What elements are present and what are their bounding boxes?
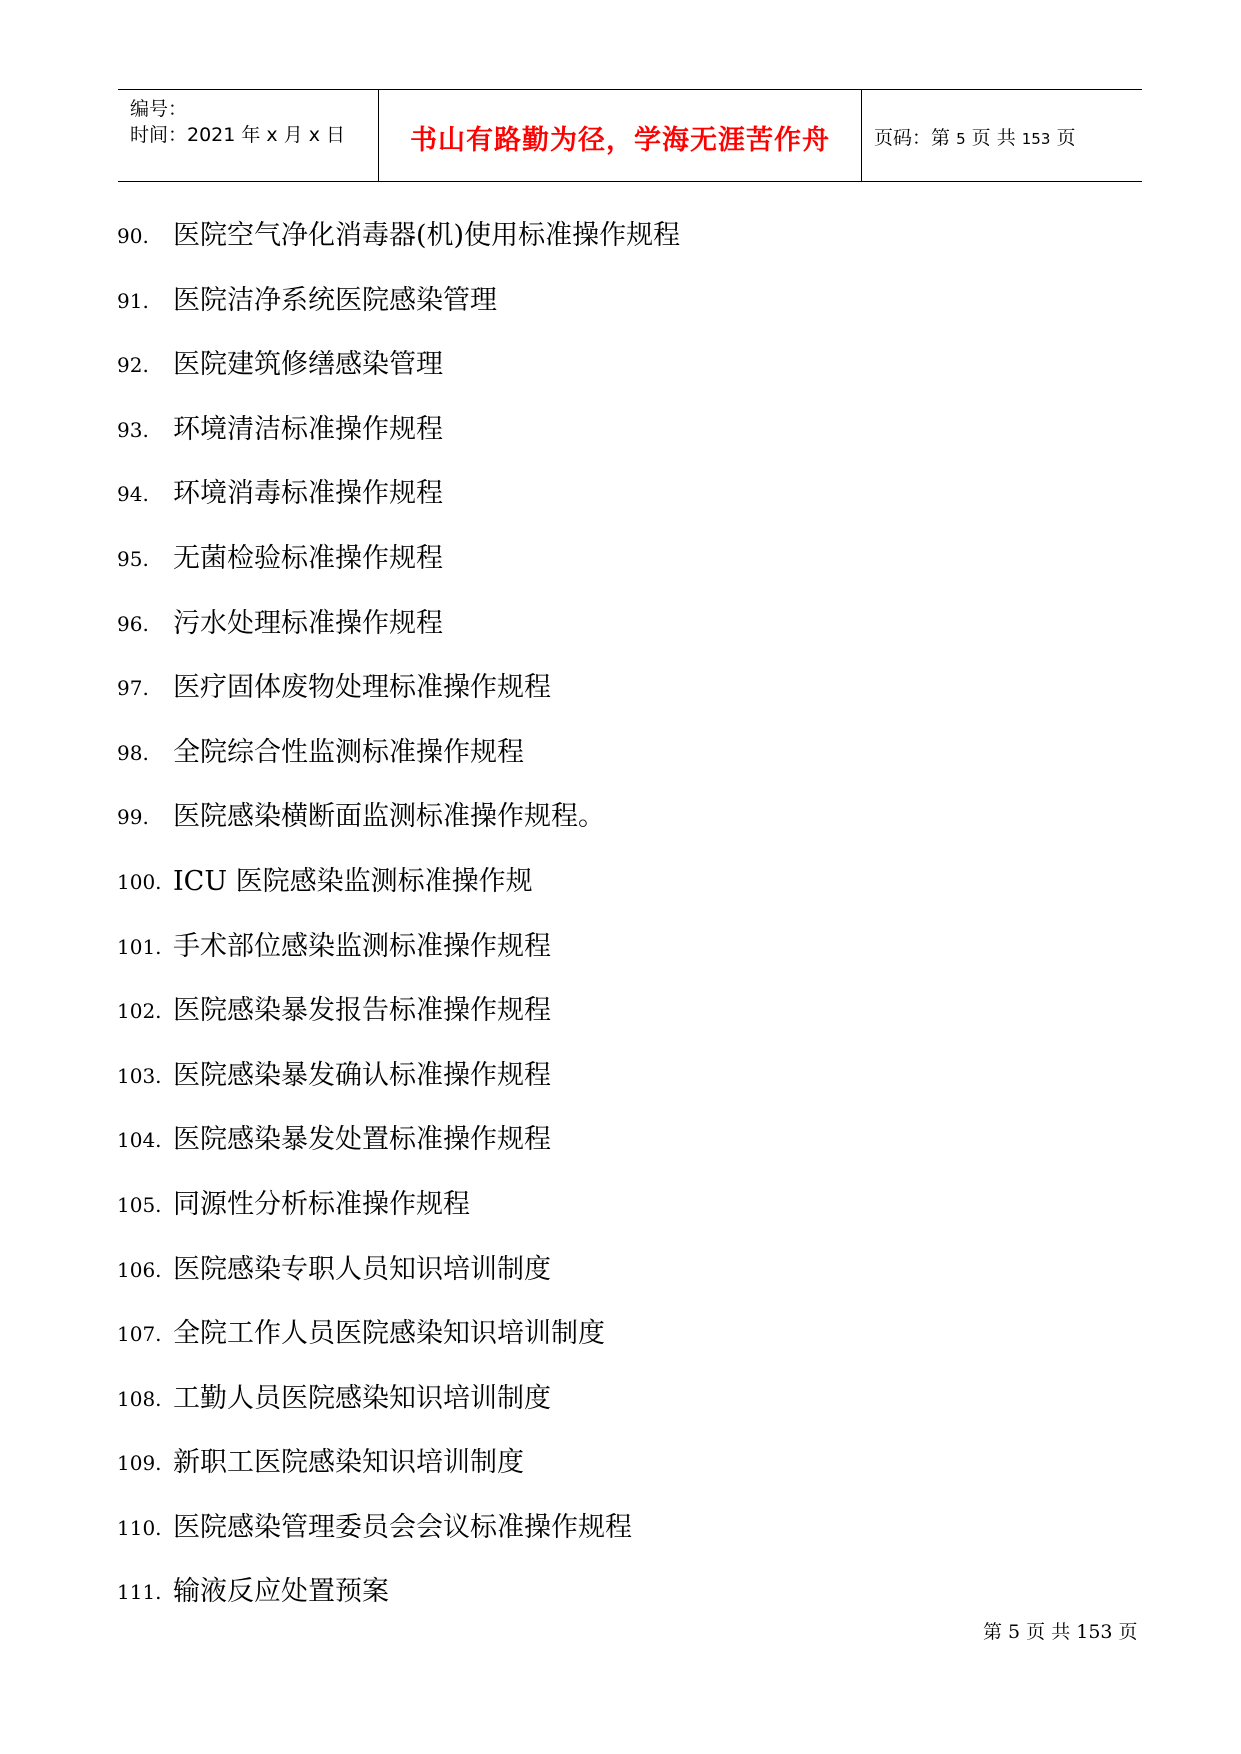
item-number: 102. xyxy=(117,999,162,1024)
list-item xyxy=(117,221,680,286)
item-title: 手术部位感染监测标准操作规程 xyxy=(173,930,551,962)
list-item xyxy=(117,286,680,351)
header-page-number xyxy=(874,123,1075,150)
item-number: 100. xyxy=(117,869,162,894)
item-title: 医院空气净化消毒器(机)使用标准操作规程 xyxy=(173,220,681,251)
list-item xyxy=(117,1190,680,1255)
item-title: 医院感染横断面监测标准操作规程。 xyxy=(173,801,605,833)
header-meta-cell xyxy=(118,90,379,181)
list-item xyxy=(117,738,680,803)
list-item xyxy=(117,932,680,997)
item-number: 97. xyxy=(117,676,149,701)
item-number: 98. xyxy=(117,740,149,765)
list-item xyxy=(117,1319,680,1384)
serial-label: 编号： xyxy=(130,98,188,120)
list-item xyxy=(117,802,680,867)
list-item xyxy=(117,673,680,738)
item-title: 医院感染暴发处置标准操作规程 xyxy=(173,1124,551,1156)
page-prefix: 页码：第 xyxy=(874,127,951,149)
list-item xyxy=(117,350,680,415)
item-number: 104. xyxy=(117,1128,162,1153)
page-suffix: 页 xyxy=(1056,127,1076,149)
list-item xyxy=(117,609,680,674)
page-header xyxy=(118,89,1142,182)
item-title: 医院感染专职人员知识培训制度 xyxy=(173,1253,551,1285)
item-number: 106. xyxy=(117,1257,162,1282)
item-number: 101. xyxy=(117,934,162,959)
item-number: 103. xyxy=(117,1063,162,1088)
time-label: 时间：2021 年 x 月 x 日 xyxy=(130,124,346,146)
item-title: 工勤人员医院感染知识培训制度 xyxy=(173,1382,551,1414)
item-number: 91. xyxy=(117,288,149,313)
item-number: 108. xyxy=(117,1386,162,1411)
item-number: 95. xyxy=(117,546,149,571)
item-title: 新职工医院感染知识培训制度 xyxy=(173,1447,524,1479)
item-title: 环境清洁标准操作规程 xyxy=(173,413,443,445)
list-item xyxy=(117,867,680,932)
item-number: 110. xyxy=(117,1515,162,1540)
list-item xyxy=(117,1125,680,1190)
item-number: 109. xyxy=(117,1451,162,1476)
item-number: 90. xyxy=(117,224,149,248)
page-current: 5 xyxy=(956,130,966,148)
item-number: 111. xyxy=(117,1580,162,1605)
item-title: 全院综合性监测标准操作规程 xyxy=(173,736,524,768)
list-item xyxy=(117,1448,680,1513)
item-title: 无菌检验标准操作规程 xyxy=(173,542,443,574)
item-title: 医院感染暴发报告标准操作规程 xyxy=(173,995,551,1027)
item-title: 医院感染管理委员会会议标准操作规程 xyxy=(173,1511,632,1543)
item-number: 94. xyxy=(117,482,149,507)
list-item xyxy=(117,415,680,480)
item-title: ICU 医院感染监测标准操作规 xyxy=(173,865,533,897)
list-item xyxy=(117,1577,680,1642)
list-item xyxy=(117,996,680,1061)
header-motto-cell xyxy=(379,90,862,181)
list-item xyxy=(117,1061,680,1126)
item-title: 全院工作人员医院感染知识培训制度 xyxy=(173,1318,605,1350)
item-title: 医院感染暴发确认标准操作规程 xyxy=(173,1059,551,1091)
motto: 书山有路勤为径，学海无涯苦作舟 xyxy=(410,125,830,156)
item-number: 99. xyxy=(117,805,149,830)
item-title: 污水处理标准操作规程 xyxy=(173,607,443,639)
list-item xyxy=(117,479,680,544)
item-number: 96. xyxy=(117,611,149,636)
item-title: 输液反应处置预案 xyxy=(173,1576,389,1608)
list-item xyxy=(117,1513,680,1578)
item-title: 同源性分析标准操作规程 xyxy=(173,1188,470,1220)
item-number: 93. xyxy=(117,417,149,442)
page-middle: 页 共 xyxy=(971,127,1016,149)
document-list xyxy=(117,221,680,1642)
list-item xyxy=(117,1384,680,1449)
page-total: 153 xyxy=(1021,130,1051,148)
list-item xyxy=(117,544,680,609)
item-number: 105. xyxy=(117,1192,162,1217)
page-footer: 第 5 页 共 153 页 xyxy=(983,1621,1138,1643)
item-number: 107. xyxy=(117,1322,162,1347)
header-page-cell xyxy=(862,90,1142,181)
item-title: 环境消毒标准操作规程 xyxy=(173,478,443,510)
item-title: 医疗固体废物处理标准操作规程 xyxy=(173,672,551,704)
item-title: 医院洁净系统医院感染管理 xyxy=(173,284,497,316)
item-number: 92. xyxy=(117,353,149,378)
list-item xyxy=(117,1255,680,1320)
item-title: 医院建筑修缮感染管理 xyxy=(173,349,443,381)
